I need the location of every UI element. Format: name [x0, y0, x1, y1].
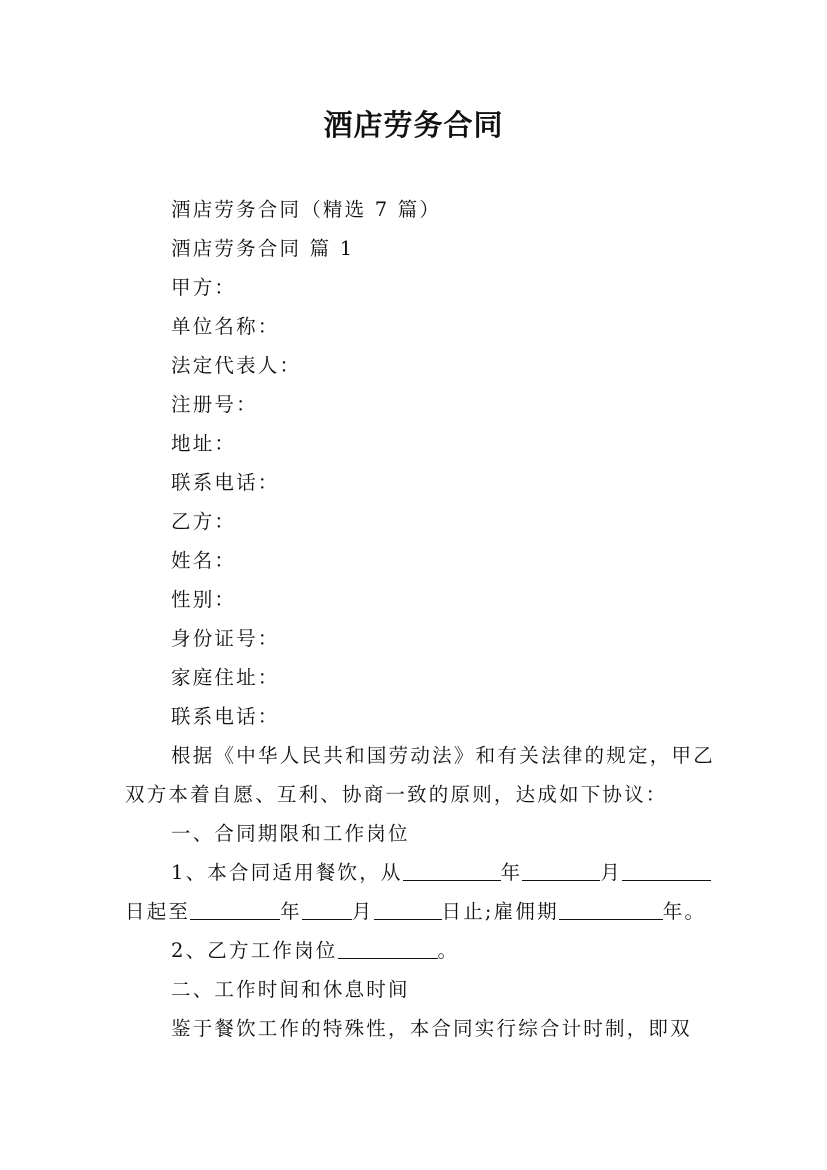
clause-1-heading: 一、合同期限和工作岗位	[171, 822, 410, 845]
month-label-2: 月	[351, 900, 374, 923]
employment-period-blank	[559, 899, 663, 920]
start-day-blank	[622, 860, 711, 881]
party-a-phone: 联系电话：	[171, 471, 280, 494]
party-b-phone: 联系电话：	[171, 705, 280, 728]
party-a-registration-number: 注册号：	[171, 393, 258, 416]
clause-1-item-1-line-2	[125, 892, 715, 931]
section-title: 酒店劳务合同 篇 1	[171, 237, 355, 260]
year-label-2: 年	[280, 900, 302, 923]
document-subtitle: 酒店劳务合同（精选 7 篇）	[171, 198, 442, 221]
job-position-blank	[338, 938, 438, 959]
party-a-company-name: 单位名称：	[171, 315, 280, 338]
party-b-home-address: 家庭住址：	[171, 666, 280, 689]
year-label: 年	[500, 861, 523, 884]
clause-2-heading: 二、工作时间和休息时间	[171, 978, 410, 1001]
start-month-blank	[522, 860, 600, 881]
month-label: 月	[600, 861, 623, 884]
intro-paragraph: 根据《中华人民共和国劳动法》和有关法律的规定，甲乙双方本着自愿、互利、协商一致的原则，达成如下协议：	[125, 744, 715, 806]
item-2-text: 2、乙方工作岗位	[171, 939, 338, 962]
end-month-blank	[302, 899, 352, 920]
party-b-id-number: 身份证号：	[171, 627, 280, 650]
day-start-label: 日起至	[125, 900, 191, 923]
clause-2-paragraph-start: 鉴于餐饮工作的特殊性，本合同实行综合计时制，即双	[171, 1017, 692, 1040]
year-label-3: 年。	[662, 900, 707, 923]
party-a-label: 甲方：	[171, 276, 237, 299]
document-title: 酒店劳务合同	[323, 108, 504, 142]
end-year-blank	[190, 899, 280, 920]
item-2-end: 。	[437, 939, 460, 962]
party-a-address: 地址：	[171, 432, 237, 455]
item-1-text-start: 1、本合同适用餐饮，从	[171, 861, 403, 884]
party-b-label: 乙方：	[171, 510, 237, 533]
start-year-blank	[403, 860, 501, 881]
clause-1-item-1-line-1	[125, 853, 715, 892]
party-b-name: 姓名：	[171, 549, 237, 572]
party-a-legal-representative: 法定代表人：	[171, 354, 302, 377]
clause-1-item-2	[125, 931, 715, 970]
employment-period-label: 日止;雇佣期	[441, 900, 559, 923]
document-body	[125, 190, 715, 1048]
end-day-blank	[374, 899, 442, 920]
party-b-gender: 性别：	[171, 588, 237, 611]
